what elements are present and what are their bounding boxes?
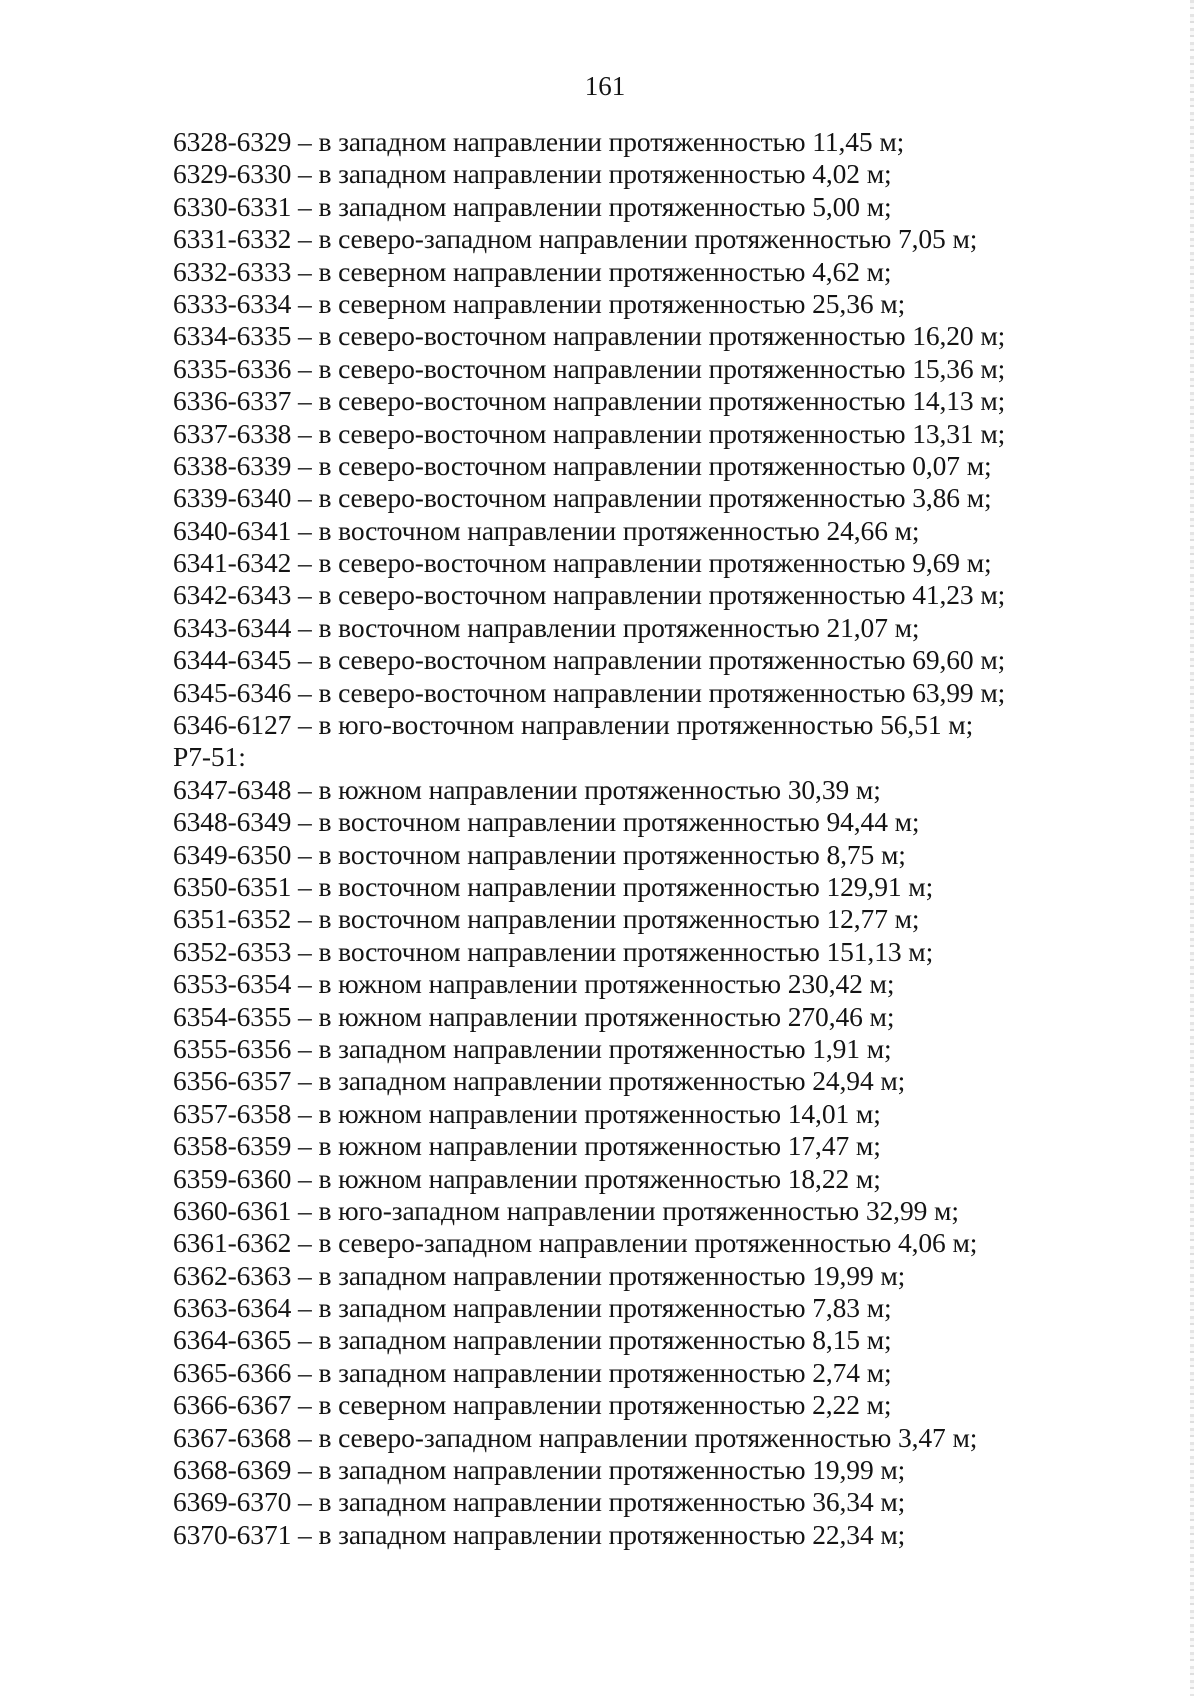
text-line: 6337-6338 – в северо-восточном направлении протяженностью 13,31 м; [173, 417, 1006, 449]
text-line: 6362-6363 – в западном направлении протяженностью 19,99 м; [173, 1259, 906, 1291]
text-line: 6358-6359 – в южном направлении протяженностью 17,47 м; [173, 1130, 881, 1162]
text-line: 6354-6355 – в южном направлении протяженностью 270,46 м; [173, 1000, 895, 1032]
text-line: 6336-6337 – в северо-восточном направлении протяженностью 14,13 м; [173, 385, 1006, 417]
text-line: 6357-6358 – в южном направлении протяженностью 14,01 м; [173, 1097, 881, 1129]
text-line: 6367-6368 – в северо-западном направлении протяженностью 3,47 м; [173, 1421, 978, 1453]
text-line: 6353-6354 – в южном направлении протяженностью 230,42 м; [173, 968, 895, 1000]
boundary-segment-list [173, 126, 1005, 1551]
text-line: 6334-6335 – в северо-восточном направлении протяженностью 16,20 м; [173, 320, 1006, 352]
text-line: 6363-6364 – в западном направлении протяженностью 7,83 м; [173, 1292, 892, 1324]
text-line: 6355-6356 – в западном направлении протяженностью 1,91 м; [173, 1032, 892, 1064]
text-line: 6348-6349 – в восточном направлении протяженностью 94,44 м; [173, 806, 920, 838]
text-line: 6338-6339 – в северо-восточном направлении протяженностью 0,07 м; [173, 449, 992, 481]
text-line: 6332-6333 – в северном направлении протяженностью 4,62 м; [173, 255, 892, 287]
text-line: 6349-6350 – в восточном направлении протяженностью 8,75 м; [173, 838, 906, 870]
text-line: 6366-6367 – в северном направлении протяженностью 2,22 м; [173, 1389, 892, 1421]
text-line: 6343-6344 – в восточном направлении протяженностью 21,07 м; [173, 611, 920, 643]
text-line: 6369-6370 – в западном направлении протяженностью 36,34 м; [173, 1486, 906, 1518]
scan-edge-artifact [1190, 0, 1194, 1696]
text-line: 6346-6127 – в юго-восточном направлении протяженностью 56,51 м; [173, 709, 974, 741]
page-number: 161 [584, 71, 626, 101]
text-line: 6340-6341 – в восточном направлении протяженностью 24,66 м; [173, 514, 920, 546]
text-line: 6361-6362 – в северо-западном направлении протяженностью 4,06 м; [173, 1227, 978, 1259]
text-line: 6368-6369 – в западном направлении протяженностью 19,99 м; [173, 1454, 906, 1486]
text-line: 6360-6361 – в юго-западном направлении протяженностью 32,99 м; [173, 1194, 959, 1226]
section-label: Р7-51: [173, 741, 246, 773]
text-line: 6342-6343 – в северо-восточном направлении протяженностью 41,23 м; [173, 579, 1006, 611]
text-line: 6350-6351 – в восточном направлении протяженностью 129,91 м; [173, 870, 934, 902]
text-line: 6339-6340 – в северо-восточном направлении протяженностью 3,86 м; [173, 482, 992, 514]
text-line: 6352-6353 – в восточном направлении протяженностью 151,13 м; [173, 935, 934, 967]
text-line: 6370-6371 – в западном направлении протяженностью 22,34 м; [173, 1518, 906, 1550]
text-line: 6330-6331 – в западном направлении протяженностью 5,00 м; [173, 190, 892, 222]
text-line: 6344-6345 – в северо-восточном направлении протяженностью 69,60 м; [173, 644, 1006, 676]
text-line: 6328-6329 – в западном направлении протяженностью 11,45 м; [173, 126, 905, 157]
text-line: 6351-6352 – в восточном направлении протяженностью 12,77 м; [173, 903, 920, 935]
text-line: 6347-6348 – в южном направлении протяженностью 30,39 м; [173, 773, 881, 805]
text-line: 6331-6332 – в северо-западном направлении протяженностью 7,05 м; [173, 223, 978, 255]
text-line: 6365-6366 – в западном направлении протяженностью 2,74 м; [173, 1356, 892, 1388]
text-line: 6345-6346 – в северо-восточном направлении протяженностью 63,99 м; [173, 676, 1006, 708]
text-line: 6333-6334 – в северном направлении протяженностью 25,36 м; [173, 287, 906, 319]
text-line: 6329-6330 – в западном направлении протяженностью 4,02 м; [173, 158, 892, 190]
text-line: 6364-6365 – в западном направлении протяженностью 8,15 м; [173, 1324, 892, 1356]
text-line: 6341-6342 – в северо-восточном направлении протяженностью 9,69 м; [173, 547, 992, 579]
text-line: 6335-6336 – в северо-восточном направлении протяженностью 15,36 м; [173, 352, 1006, 384]
text-line: 6359-6360 – в южном направлении протяженностью 18,22 м; [173, 1162, 881, 1194]
text-line: 6356-6357 – в западном направлении протяженностью 24,94 м; [173, 1065, 906, 1097]
